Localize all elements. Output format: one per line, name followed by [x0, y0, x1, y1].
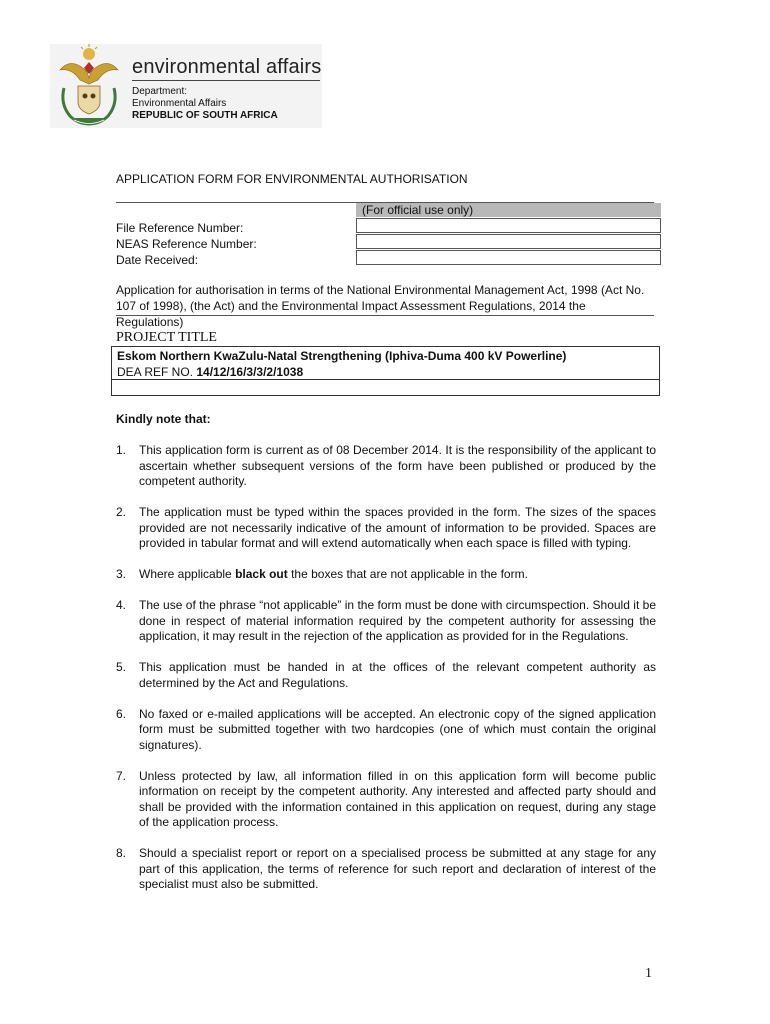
form-title: APPLICATION FORM FOR ENVIRONMENTAL AUTHORISATION: [116, 172, 468, 186]
dea-ref-value: 14/12/16/3/3/2/1038: [196, 365, 304, 379]
neas-reference-label: NEAS Reference Number:: [116, 237, 257, 251]
brand-name: environmental affairs: [132, 56, 322, 78]
note-item: [116, 660, 656, 691]
note-number: 5.: [116, 660, 127, 674]
note-number: 3.: [116, 567, 127, 581]
note-item: [116, 443, 656, 490]
note-number: 8.: [116, 846, 127, 860]
note-text: This application must be handed in at the offices of the relevant competent authority as determined by the Act and Regulations.: [139, 660, 656, 690]
notes-list: [116, 443, 656, 908]
note-item: [116, 707, 656, 754]
note-text: The application must be typed within the spaces provided in the form. The sizes of the spaces provided are not necessarily indicative of the amount of information to be provided. Spaces are provided in tabular format and will extend automatically when each space is filled with typing.: [139, 505, 656, 550]
project-extra-row: [111, 379, 660, 396]
neas-reference-field[interactable]: [356, 234, 661, 249]
department-text: [132, 86, 278, 122]
project-title-heading: PROJECT TITLE: [116, 330, 217, 345]
file-reference-field[interactable]: [356, 218, 661, 233]
note-number: 1.: [116, 443, 127, 457]
note-text: Should a specialist report or report on a specialised process be submitted at any stage for any part of this application, the terms of reference for such report and declaration of interest of the specialist must also be submitted.: [139, 846, 656, 891]
note-text-pre: Where applicable: [139, 567, 236, 581]
dea-reference: [117, 364, 654, 380]
note-number: 7.: [116, 768, 127, 783]
note-text: No faxed or e-mailed applications will be accepted. An electronic copy of the signed application form must be submitted together with two hardcopies (one of which must contain the original signatures).: [139, 706, 656, 752]
coat-of-arms-icon: [54, 44, 124, 128]
note-item: [116, 846, 656, 893]
note-text: This application form is current as of 08 December 2014. It is the responsibility of the applicant to ascertain whether subsequent versions of the form have been published or produced by the competent authority.: [139, 443, 656, 488]
department-logo: [50, 44, 322, 128]
dea-ref-label: DEA REF NO.: [117, 365, 194, 379]
note-number: 6.: [116, 706, 127, 721]
note-item: [116, 567, 656, 583]
note-text: The use of the phrase “not applicable” in the form must be done with circumspection. Should it be done in respect of material information required by the competent authority for assessing the application, it may result in the rejection of the application as provided for in the Regulations.: [139, 598, 656, 643]
department-name: Environmental Affairs: [132, 98, 227, 109]
note-item: [116, 505, 656, 552]
note-item: [116, 598, 656, 645]
date-received-field[interactable]: [356, 250, 661, 265]
date-received-label: Date Received:: [116, 253, 199, 267]
notes-heading: Kindly note that:: [116, 412, 211, 426]
note-text-post: the boxes that are not applicable in the form.: [287, 567, 528, 581]
note-number: 2.: [116, 505, 127, 519]
department-label: Department:: [132, 86, 188, 97]
project-name: Eskom Northern KwaZulu-Natal Strengthening (Iphiva-Duma 400 kV Powerline): [117, 349, 567, 363]
official-use-header: (For official use only): [356, 203, 661, 217]
note-item: [116, 769, 656, 831]
intro-divider: [116, 315, 654, 316]
brand-underline: [132, 80, 320, 81]
reference-labels: [116, 220, 257, 268]
project-title-box: [111, 346, 660, 380]
intro-paragraph: Application for authorisation in terms of the National Environmental Management Act, 1998 (Act No. 107 of 1998), (the Act) and the Environmental Impact Assessment Regulations, 2014 the Regulations): [116, 283, 645, 329]
note-number: 4.: [116, 598, 127, 612]
country-name: REPUBLIC OF SOUTH AFRICA: [132, 110, 278, 121]
note-text-bold: black out: [235, 567, 288, 581]
page-number: 1: [645, 966, 652, 981]
file-reference-label: File Reference Number:: [116, 221, 244, 235]
note-text: Unless protected by law, all information filled in on this application form will become public information on receipt by the competent authority. Any interested and affected party should and shall be provided with the information contained in this application on request, during any stage of the application process.: [139, 768, 656, 829]
